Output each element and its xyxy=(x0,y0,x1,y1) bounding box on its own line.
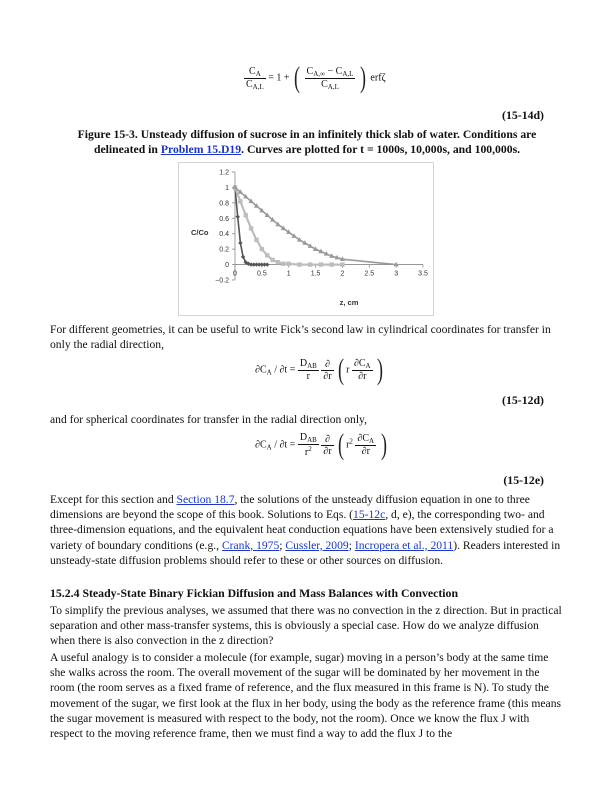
section-heading: 15.2.4 Steady-State Binary Fickian Diffusion and Mass Balances with Convection xyxy=(50,586,459,600)
chart-svg xyxy=(179,163,433,315)
x-tick-label: 0.5 xyxy=(256,270,267,278)
paragraph-analogy: A useful analogy is to consider a molecule (for example, sugar) moving in a person’s body at the same time she walks across the room. The overall movement of the sugar will be dominated by her movement in the room (the room serves as a fixed frame of reference, and the flux measured in this frame is N). To study the movement of the sugar, we first look at the flux in her body, using the body as the reference frame (this means the sugar movement is measured with respect to the body, not the room). Once we know the flux J with respect to the moving reference frame, then we must find a way to add the flux J to the xyxy=(50,651,562,741)
series-point-2 xyxy=(249,226,253,230)
series-point-2 xyxy=(340,262,344,266)
y-tick-label: 0.4 xyxy=(219,231,229,239)
paragraph-cylindrical: For different geometries, it can be useful to write Fick’s second law in cylindrical coordinates for transfer in only the radial direction, xyxy=(50,323,551,352)
chart-frame xyxy=(178,162,434,316)
x-tick-label: 3 xyxy=(394,270,399,278)
paragraph-convection: To simplify the previous analyses, we assumed that there was no convection in the z direction. But in practical separation and other mass-transfer systems, this is obviously a special case. How do we analyze diffusion when there is also convection in the z direction? xyxy=(50,604,562,648)
x-tick-label: 2 xyxy=(340,270,345,278)
series-point-2 xyxy=(260,247,264,251)
equation-15-12e: $\partial C_A / \partial t$ = $\frac{D_{AB}}{r^2}$ $\frac{\partial}{\partial r}$ ( $r^2$ $\frac{\partial C_A}{\partial r}$ ) xyxy=(255,428,387,461)
y-tick-label: 0 xyxy=(225,262,229,270)
equation-number-15-14d: (15-14d) xyxy=(502,108,544,122)
inner-fraction: $\frac{C_{A,\infty} - C_{A,L}}{C_{A,L}}$ xyxy=(306,65,354,91)
x-tick-label: 3.5 xyxy=(418,270,428,278)
series-point-2 xyxy=(265,253,269,257)
series-point-1 xyxy=(238,241,242,245)
y-tick-label: 1.2 xyxy=(219,169,229,177)
series-point-1 xyxy=(235,215,239,219)
series-point-2 xyxy=(329,262,333,266)
cussler-2009-link[interactable]: Cussler, 2009 xyxy=(285,538,349,552)
x-tick-label: 1 xyxy=(286,270,291,278)
paragraph-spherical: and for spherical coordinates for transfer in the radial direction only, xyxy=(50,413,367,426)
y-tick-label: 0.6 xyxy=(219,215,229,223)
x-tick-label: 1.5 xyxy=(310,270,321,278)
lhs-fraction: $\frac{C_A}{C_{A,L}}$ xyxy=(246,65,264,91)
paragraph-scope: Except for this section and Section 18.7, the solutions of the unsteady diffusion equation in one to three dimensions are beyond the scope of this book. Solutions to Eqs. (15-12c, d, e), the corresponding two- and three-dimension equations, and the equivalent heat conduction equations have been extensively studied for a variety of boundary conditions (e.g., Crank, 1975; Cussler, 2009; Incropera et al., 2011). Readers interested in unsteady-state diffusion problems should refer to these or other sources on diffusion. xyxy=(50,493,561,567)
figure-caption: Figure 15-3. Unsteady diffusion of sucrose in an infinitely thick slab of water. Conditions are delineated in Problem 15.D19. Curves are plotted for t = 1000s, 10,000s, and 100,000s. xyxy=(77,128,537,156)
problem-link[interactable]: Problem 15.D19 xyxy=(160,143,242,156)
x-tick-label: 2.5 xyxy=(364,270,375,278)
series-point-2 xyxy=(308,262,312,266)
equation-15-14d: $\frac{C_A}{C_{A,L}}$ = 1 + ( $\frac{C_{A,\infty} - C_{A,L}}{C_{A,L}}$ ) erfζ xyxy=(246,61,386,94)
crank-1975-link[interactable]: Crank, 1975 xyxy=(221,538,280,552)
x-tick-label: 0 xyxy=(233,270,237,278)
equation-15-12d: $\partial C_A / \partial t$ = $\frac{D_{AB}}{r}$ $\frac{\partial}{\partial r}$ ( r $\frac{\partial C_A}{\partial r}$ ) xyxy=(255,353,384,386)
series-point-2 xyxy=(287,262,291,266)
series-point-2 xyxy=(297,262,301,266)
incropera-2011-link[interactable]: Incropera et al., 2011 xyxy=(354,538,454,552)
equation-number-15-12e: (15-12e) xyxy=(503,473,544,487)
y-tick-label: 0.8 xyxy=(219,200,229,208)
series-point-2 xyxy=(276,260,280,264)
series-point-2 xyxy=(238,199,242,203)
eq-15-12c-link[interactable]: 15-12c xyxy=(353,508,386,522)
y-tick-label: 1 xyxy=(225,184,229,192)
series-line-3 xyxy=(235,187,396,264)
series-point-2 xyxy=(319,262,323,266)
y-tick-label: −0.2 xyxy=(215,277,229,285)
y-tick-label: 0.2 xyxy=(219,246,229,254)
equation-number-15-12d: (15-12d) xyxy=(502,393,544,407)
series-point-2 xyxy=(244,213,248,217)
section-18-7-link[interactable]: Section 18.7 xyxy=(176,493,235,506)
series-point-2 xyxy=(254,238,258,242)
y-axis-label: C/Co xyxy=(191,228,209,237)
series-point-1 xyxy=(265,262,269,266)
series-point-2 xyxy=(270,258,274,262)
series-point-2 xyxy=(281,262,285,266)
x-axis-label: z, cm xyxy=(339,298,359,307)
